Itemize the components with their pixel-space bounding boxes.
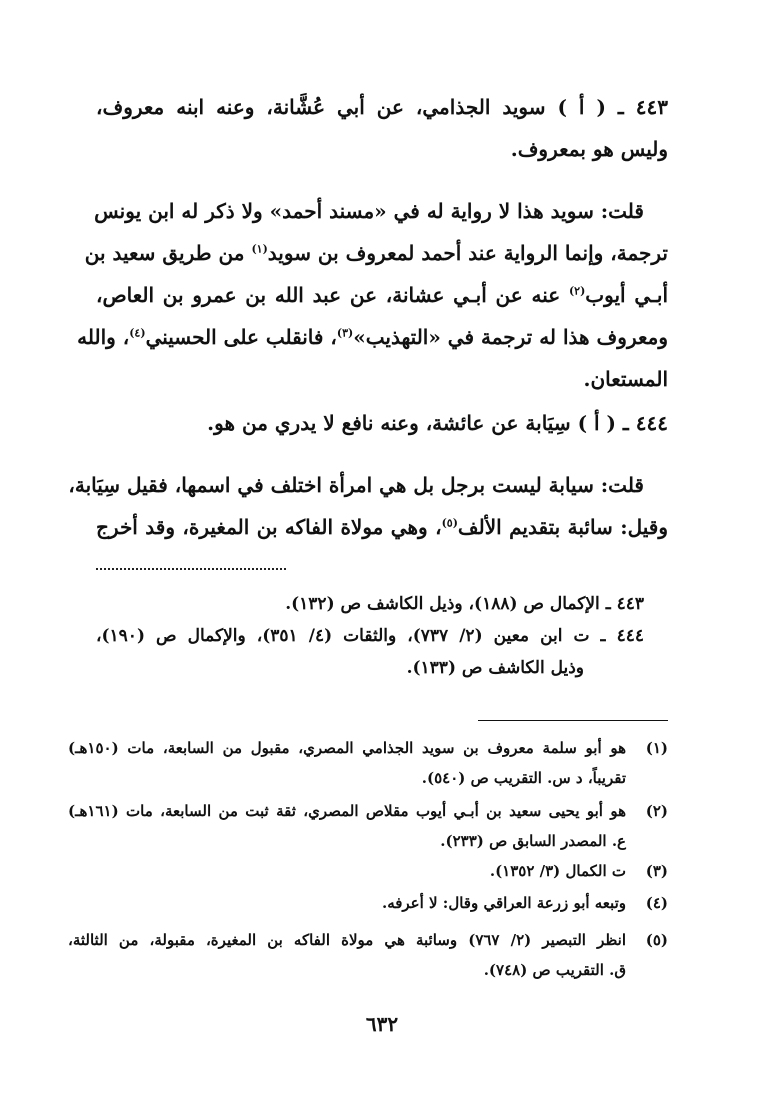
- comment-443-line-5: المستعان.: [583, 367, 668, 391]
- source-note-444-line-1: ٤٤٤ ـ ت ابن معين (٢/ ٧٣٧)، والثقات (٤/ ٣٥١)، والإكمال ص (١٩٠)،: [96, 626, 644, 646]
- comment-443-line-4: ومعروف هذا له ترجمة في «التهذيب»$^{(٣)}$، فانقلب على الحسيني$^{(٤)}$، والله: [77, 325, 668, 349]
- comment-444-line-2: وقيل: سائبة بتقديم الألف$^{(٥)}$، وهي مولاة الفاكه بن المغيرة، وقد أخرج: [96, 515, 669, 539]
- footnote-ref-3[interactable]: (٣): [336, 326, 354, 340]
- footnote-number: (٣): [645, 862, 668, 880]
- entry-443-line-2: وليس هو بمعروف.: [510, 137, 668, 161]
- entry-444: [96, 402, 668, 444]
- footnote-5-line-1: انظر التبصير (٢/ ٧٦٧) وسائبة هي مولاة الفاكه بن المغيرة، مقبولة، من الثالثة،: [68, 931, 626, 949]
- dotted-separator: [96, 568, 286, 570]
- entry-443: [96, 86, 668, 170]
- footnote-1-line-2: تقريباً، د س. التقريب ص (٥٤٠).: [421, 769, 626, 787]
- footnote-1-line-1: هو أبو سلمة معروف بن سويد الجذامي المصري، مقبول من السابعة، مات (١٥٠هـ): [68, 739, 626, 757]
- source-notes: [96, 588, 644, 684]
- entry-443-line-1: ٤٤٣ ـ ( أ ) سويد الجذامي، عن أبي عُشَّانة، وعنه ابنه معروف،: [96, 95, 668, 119]
- comment-443-line-2: ترجمة، وإنما الرواية عند أحمد لمعروف بن سويد$^{(١)}$ من طريق سعيد بن: [84, 241, 668, 265]
- footnote-1: [68, 733, 668, 793]
- footnote-2: [68, 796, 668, 856]
- footnote-ref-5[interactable]: (٥): [441, 516, 458, 530]
- comment-444-line-1: قلت: سيابة ليست برجل بل هي امرأة اختلف في اسمها، فقيل سِيَابة،: [68, 473, 644, 497]
- footnote-ref-4[interactable]: (٤): [129, 326, 146, 340]
- footnote-3: [68, 856, 668, 886]
- comment-443-line-1: قلت: سويد هذا لا رواية له في «مسند أحمد» ولا ذكر له ابن يونس: [94, 199, 644, 223]
- footnote-2-line-1: هو أبو يحيى سعيد بن أبـي أيوب مقلاص المصري، ثقة ثبت من السابعة، مات (١٦١هـ): [68, 802, 626, 820]
- footnote-4-line-1: وتبعه أبو زرعة العراقي وقال: لا أعرفه.: [381, 894, 626, 912]
- footnote-5: [68, 925, 668, 985]
- footnote-rule: [478, 720, 668, 721]
- entry-444-line-1: ٤٤٤ ـ ( أ ) سِيَابة عن عائشة، وعنه نافع لا يدري من هو.: [207, 411, 668, 435]
- comment-444: [68, 464, 669, 548]
- footnote-5-line-2: ق. التقريب ص (٧٤٨).: [483, 961, 626, 979]
- comment-443: [77, 190, 668, 400]
- footnote-2-line-2: ع. المصدر السابق ص (٢٣٣).: [440, 832, 626, 850]
- footnote-number: (٢): [645, 802, 668, 820]
- comment-443-line-3: أبـي أيوب$^{(٢)}$ عنه عن أبـي عشانة، عن عبد الله بن عمرو بن العاص،: [96, 283, 668, 307]
- page-number: ٦٣٢: [365, 1012, 399, 1036]
- footnote-number: (١): [645, 739, 668, 757]
- footnote-ref-2[interactable]: (٢): [568, 284, 586, 298]
- source-note-443: ٤٤٣ ـ الإكمال ص (١٨٨)، وذيل الكاشف ص (١٣٢).: [285, 594, 644, 614]
- source-note-444-line-2: وذيل الكاشف ص (١٣٣).: [406, 658, 584, 678]
- footnote-number: (٤): [645, 894, 668, 912]
- footnote-ref-1[interactable]: (١): [251, 242, 268, 256]
- footnote-number: (٥): [645, 931, 668, 949]
- footnote-4: [68, 888, 668, 918]
- footnote-3-line-1: ت الكمال (٣/ ١٣٥٢).: [489, 862, 626, 880]
